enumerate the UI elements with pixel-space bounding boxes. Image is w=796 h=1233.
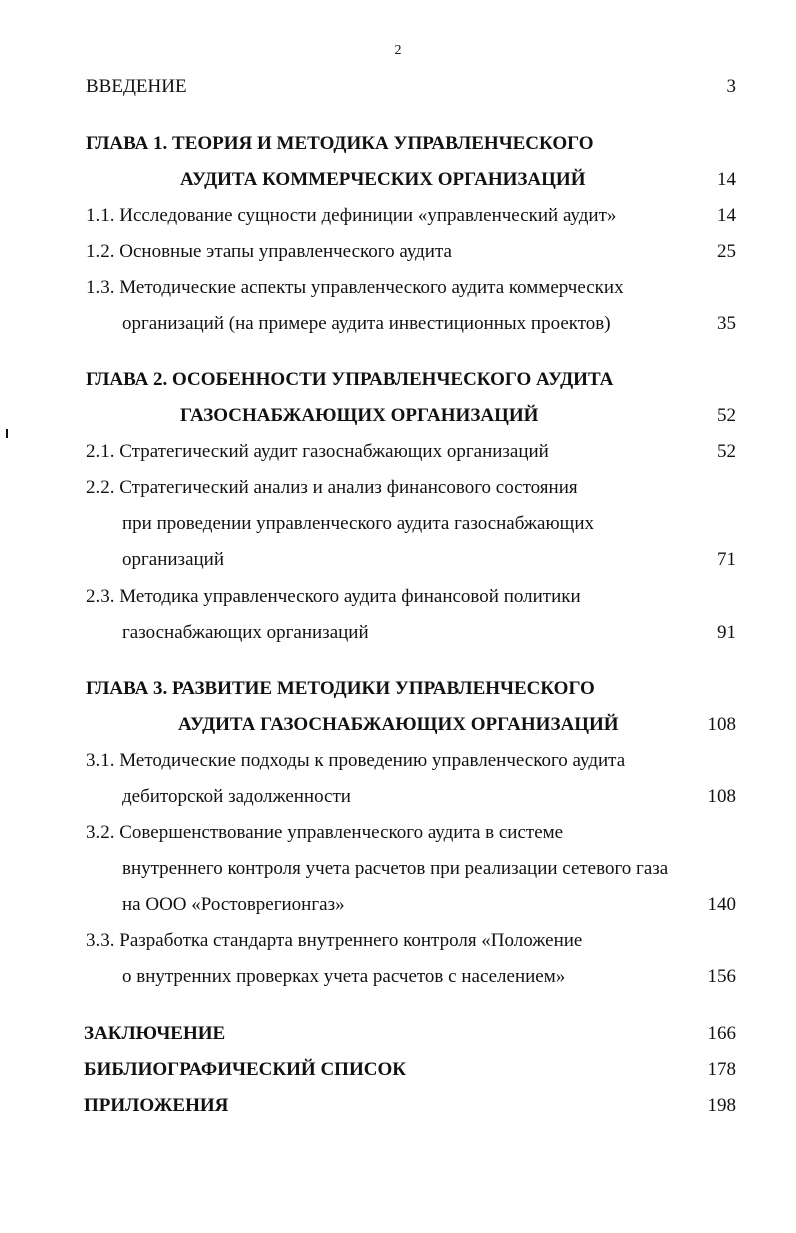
chapter1-title-line2: АУДИТА КОММЕРЧЕСКИХ ОРГАНИЗАЦИЙ	[180, 169, 586, 190]
toc-entry-3-3	[0, 927, 796, 955]
toc-entry-1-2	[0, 238, 796, 266]
toc-entry-2-3	[0, 583, 796, 611]
appendices-title: ПРИЛОЖЕНИЯ	[84, 1095, 229, 1116]
toc-entry-1-1	[0, 202, 796, 230]
toc-entry-text: при проведении управленческого аудита газоснабжающих	[122, 513, 594, 534]
toc-entry-text: 3.3. Разработка стандарта внутреннего контроля «Положение	[86, 930, 583, 951]
chapter2-heading-cont	[0, 402, 796, 430]
chapter3-heading	[0, 675, 796, 703]
toc-entry-conclusion	[0, 1020, 796, 1048]
toc-entry-3-2-cont	[0, 891, 796, 919]
toc-entry-text: дебиторской задолженности	[122, 786, 351, 807]
toc-entry-text: о внутренних проверках учета расчетов с населением»	[122, 966, 566, 987]
toc-entry-text: 2.3. Методика управленческого аудита финансовой политики	[86, 586, 581, 607]
toc-entry-page: 156	[707, 966, 736, 987]
toc-entry-page: 52	[717, 441, 736, 462]
toc-entry-text: 3.1. Методические подходы к проведению управленческого аудита	[86, 750, 626, 771]
toc-entry-appendices	[0, 1092, 796, 1120]
toc-entry-page: 35	[717, 313, 736, 334]
chapter1-heading-cont	[0, 166, 796, 194]
toc-entry-text: газоснабжающих организаций	[122, 622, 369, 643]
toc-entry-text: 1.1. Исследование сущности дефиниции «управленческий аудит»	[86, 205, 617, 226]
conclusion-title: ЗАКЛЮЧЕНИЕ	[84, 1023, 226, 1044]
toc-entry-text: 1.2. Основные этапы управленческого аудита	[86, 241, 452, 262]
toc-entry-bibliography	[0, 1056, 796, 1084]
toc-entry-intro	[0, 73, 796, 101]
toc-entry-page: 108	[707, 786, 736, 807]
chapter2-heading	[0, 366, 796, 394]
toc-entry-page: 140	[707, 894, 736, 915]
toc-intro-title: ВВЕДЕНИЕ	[86, 76, 187, 97]
toc-entry-text: организаций (на примере аудита инвестиционных проектов)	[122, 313, 611, 334]
toc-entry-text: 2.1. Стратегический аудит газоснабжающих организаций	[86, 441, 549, 462]
toc-entry-text: на ООО «Ростоврегионгаз»	[122, 894, 345, 915]
bibliography-title: БИБЛИОГРАФИЧЕСКИЙ СПИСОК	[84, 1059, 407, 1080]
toc-entry-2-3-cont	[0, 619, 796, 647]
chapter2-page: 52	[717, 405, 736, 426]
toc-entry-2-1	[0, 438, 796, 466]
toc-entry-3-1-cont	[0, 783, 796, 811]
toc-entry-page: 71	[717, 549, 736, 570]
page-number: 2	[394, 43, 402, 58]
toc-entry-1-3	[0, 274, 796, 302]
conclusion-page: 166	[707, 1023, 736, 1044]
toc-entry-page: 14	[717, 205, 736, 226]
toc-entry-text: 1.3. Методические аспекты управленческого аудита коммерческих	[86, 277, 624, 298]
toc-entry-1-3-cont	[0, 310, 796, 338]
chapter3-page: 108	[707, 714, 736, 735]
toc-entry-text: 3.2. Совершенствование управленческого аудита в системе	[86, 822, 564, 843]
toc-entry-text: организаций	[122, 549, 225, 570]
chapter2-title-line2: ГАЗОСНАБЖАЮЩИХ ОРГАНИЗАЦИЙ	[180, 405, 539, 426]
chapter2-title-line1: ГЛАВА 2. ОСОБЕННОСТИ УПРАВЛЕНЧЕСКОГО АУДИТА	[86, 369, 614, 390]
toc-entry-3-3-cont	[0, 963, 796, 991]
toc-entry-page: 91	[717, 622, 736, 643]
toc-entry-text: 2.2. Стратегический анализ и анализ финансового состояния	[86, 477, 578, 498]
chapter1-heading	[0, 130, 796, 158]
chapter3-title-line1: ГЛАВА 3. РАЗВИТИЕ МЕТОДИКИ УПРАВЛЕНЧЕСКОГО	[86, 678, 595, 699]
bibliography-page: 178	[707, 1059, 736, 1080]
toc-entry-3-2-cont	[0, 855, 796, 883]
toc-entry-2-2-cont	[0, 510, 796, 538]
chapter3-heading-cont	[0, 711, 796, 739]
toc-entry-2-2	[0, 474, 796, 502]
toc-entry-page: 25	[717, 241, 736, 262]
appendices-page: 198	[707, 1095, 736, 1116]
toc-entry-3-1	[0, 747, 796, 775]
toc-entry-text: внутреннего контроля учета расчетов при реализации сетевого газа	[122, 858, 669, 879]
toc-entry-2-2-cont	[0, 546, 796, 574]
toc-intro-page: 3	[726, 76, 736, 97]
toc-entry-3-2	[0, 819, 796, 847]
margin-mark	[6, 429, 8, 438]
chapter1-page: 14	[717, 169, 736, 190]
chapter1-title-line1: ГЛАВА 1. ТЕОРИЯ И МЕТОДИКА УПРАВЛЕНЧЕСКОГО	[86, 133, 594, 154]
chapter3-title-line2: АУДИТА ГАЗОСНАБЖАЮЩИХ ОРГАНИЗАЦИЙ	[178, 714, 619, 735]
